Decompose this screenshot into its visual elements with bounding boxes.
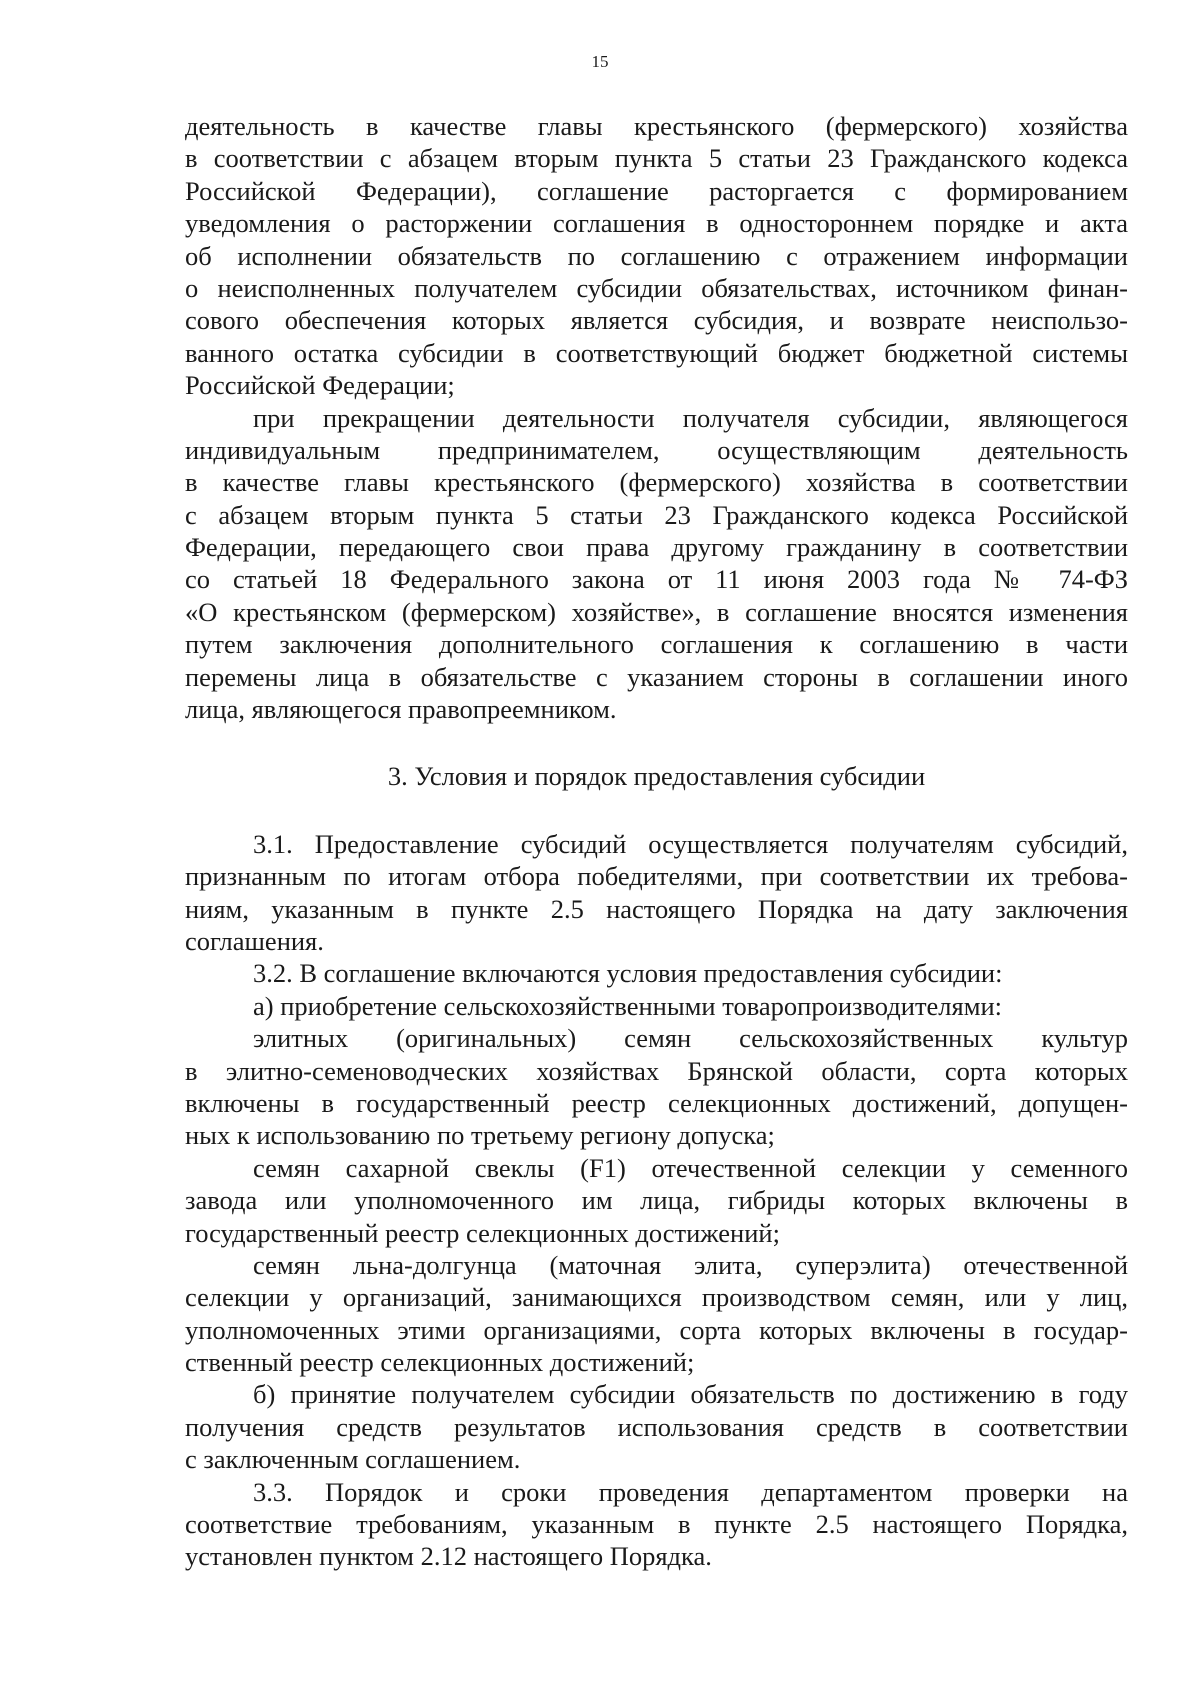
document-body: [185, 110, 1128, 1573]
paragraph: [185, 990, 1128, 1022]
text-line: в соответствии с абзацем вторым пункта 5 статьи 23 Гражданского кодекса: [185, 143, 1128, 174]
page-number: 15: [591, 52, 609, 71]
text-line: лица, являющегося правопреемником.: [185, 694, 617, 725]
text-line: ниям, указанным в пункте 2.5 настоящего Порядка на дату заключения: [185, 893, 1128, 924]
paragraph: [185, 1152, 1128, 1249]
text-line: в элитно-семеноводческих хозяйствах Брянской области, сорта которых: [185, 1055, 1128, 1086]
text-line: уведомления о расторжении соглашения в одностороннем порядке и акта: [185, 208, 1128, 239]
text-line: «О крестьянском (фермерском) хозяйстве», в соглашение вносятся изменения: [185, 596, 1128, 627]
text-line: в качестве главы крестьянского (фермерского) хозяйства в соответствии: [185, 467, 1128, 498]
text-line: уполномоченных этими организациями, сорта которых включены в государ-: [185, 1314, 1128, 1345]
paragraph: [185, 1022, 1128, 1152]
text-line: семян сахарной свеклы (F1) отечественной селекции у семенного: [253, 1152, 1128, 1183]
text-line: включены в государственный реестр селекционных достижений, допущен-: [185, 1087, 1128, 1118]
text-line: селекции у организаций, занимающихся производством семян, или у лиц,: [185, 1282, 1128, 1313]
text-line: при прекращении деятельности получателя субсидии, являющегося: [253, 402, 1128, 433]
text-line: 3.2. В соглашение включаются условия предоставления субсидии:: [253, 958, 1003, 989]
text-line: Российской Федерации;: [185, 370, 455, 401]
section-heading: 3. Условия и порядок предоставления субсидии: [387, 761, 926, 792]
text-line: государственный реестр селекционных достижений;: [185, 1217, 780, 1248]
text-line: индивидуальным предпринимателем, осуществляющим деятельность: [185, 434, 1128, 465]
text-line: деятельность в качестве главы крестьянского (фермерского) хозяйства: [185, 111, 1128, 141]
text-line: ных к использованию по третьему региону допуска;: [185, 1120, 775, 1151]
text-line: сового обеспечения которых является субсидия, и возврате неиспользо-: [185, 305, 1128, 336]
text-line: установлен пунктом 2.12 настоящего Порядка.: [185, 1541, 712, 1572]
paragraph: [185, 110, 1128, 402]
text-line: получения средств результатов использования средств в соответствии: [185, 1411, 1128, 1442]
text-line: соглашения.: [185, 925, 324, 956]
text-line: б) принятие получателем субсидии обязательств по достижению в году: [253, 1379, 1128, 1410]
paragraph: [185, 957, 1128, 989]
text-block-before-heading: [185, 110, 1128, 725]
paragraph: [185, 1476, 1128, 1573]
text-line: со статьей 18 Федерального закона от 11 июня 2003 года № 74-ФЗ: [185, 564, 1128, 595]
text-line: ственный реестр селекционных достижений;: [185, 1347, 695, 1378]
text-line: путем заключения дополнительного соглашения к соглашению в части: [185, 629, 1128, 660]
text-line: об исполнении обязательств по соглашению с отражением информации: [185, 240, 1128, 271]
text-line: с абзацем вторым пункта 5 статьи 23 Гражданского кодекса Российской: [185, 499, 1128, 530]
text-line: элитных (оригинальных) семян сельскохозяйственных культур: [253, 1023, 1128, 1054]
paragraph: [185, 402, 1128, 726]
text-block-after-heading: [185, 828, 1128, 1573]
text-line: завода или уполномоченного им лица, гибриды которых включены в: [185, 1185, 1128, 1216]
text-line: 3.3. Порядок и сроки проведения департаментом проверки на: [253, 1476, 1128, 1507]
text-line: о неисполненных получателем субсидии обязательствах, источником финан-: [185, 272, 1128, 303]
text-line: признанным по итогам отбора победителями, при соответствии их требова-: [185, 861, 1128, 892]
paragraph: [185, 1249, 1128, 1379]
text-line: соответствие требованиям, указанным в пункте 2.5 настоящего Порядка,: [185, 1509, 1128, 1540]
paragraph: [185, 1378, 1128, 1475]
paragraph: [185, 828, 1128, 958]
text-line: Российской Федерации), соглашение расторгается с формированием: [185, 175, 1128, 206]
text-line: семян льна-долгунца (маточная элита, суперэлита) отечественной: [253, 1249, 1128, 1280]
text-line: Федерации, передающего свои права другому гражданину в соответствии: [185, 532, 1128, 563]
text-line: перемены лица в обязательстве с указанием стороны в соглашении иного: [185, 661, 1128, 692]
text-line: ванного остатка субсидии в соответствующий бюджет бюджетной системы: [185, 337, 1128, 368]
text-line: 3.1. Предоставление субсидий осуществляется получателям субсидий,: [253, 828, 1128, 859]
text-line: с заключенным соглашением.: [185, 1444, 521, 1475]
text-line: а) приобретение сельскохозяйственными товаропроизводителями:: [253, 990, 1003, 1021]
